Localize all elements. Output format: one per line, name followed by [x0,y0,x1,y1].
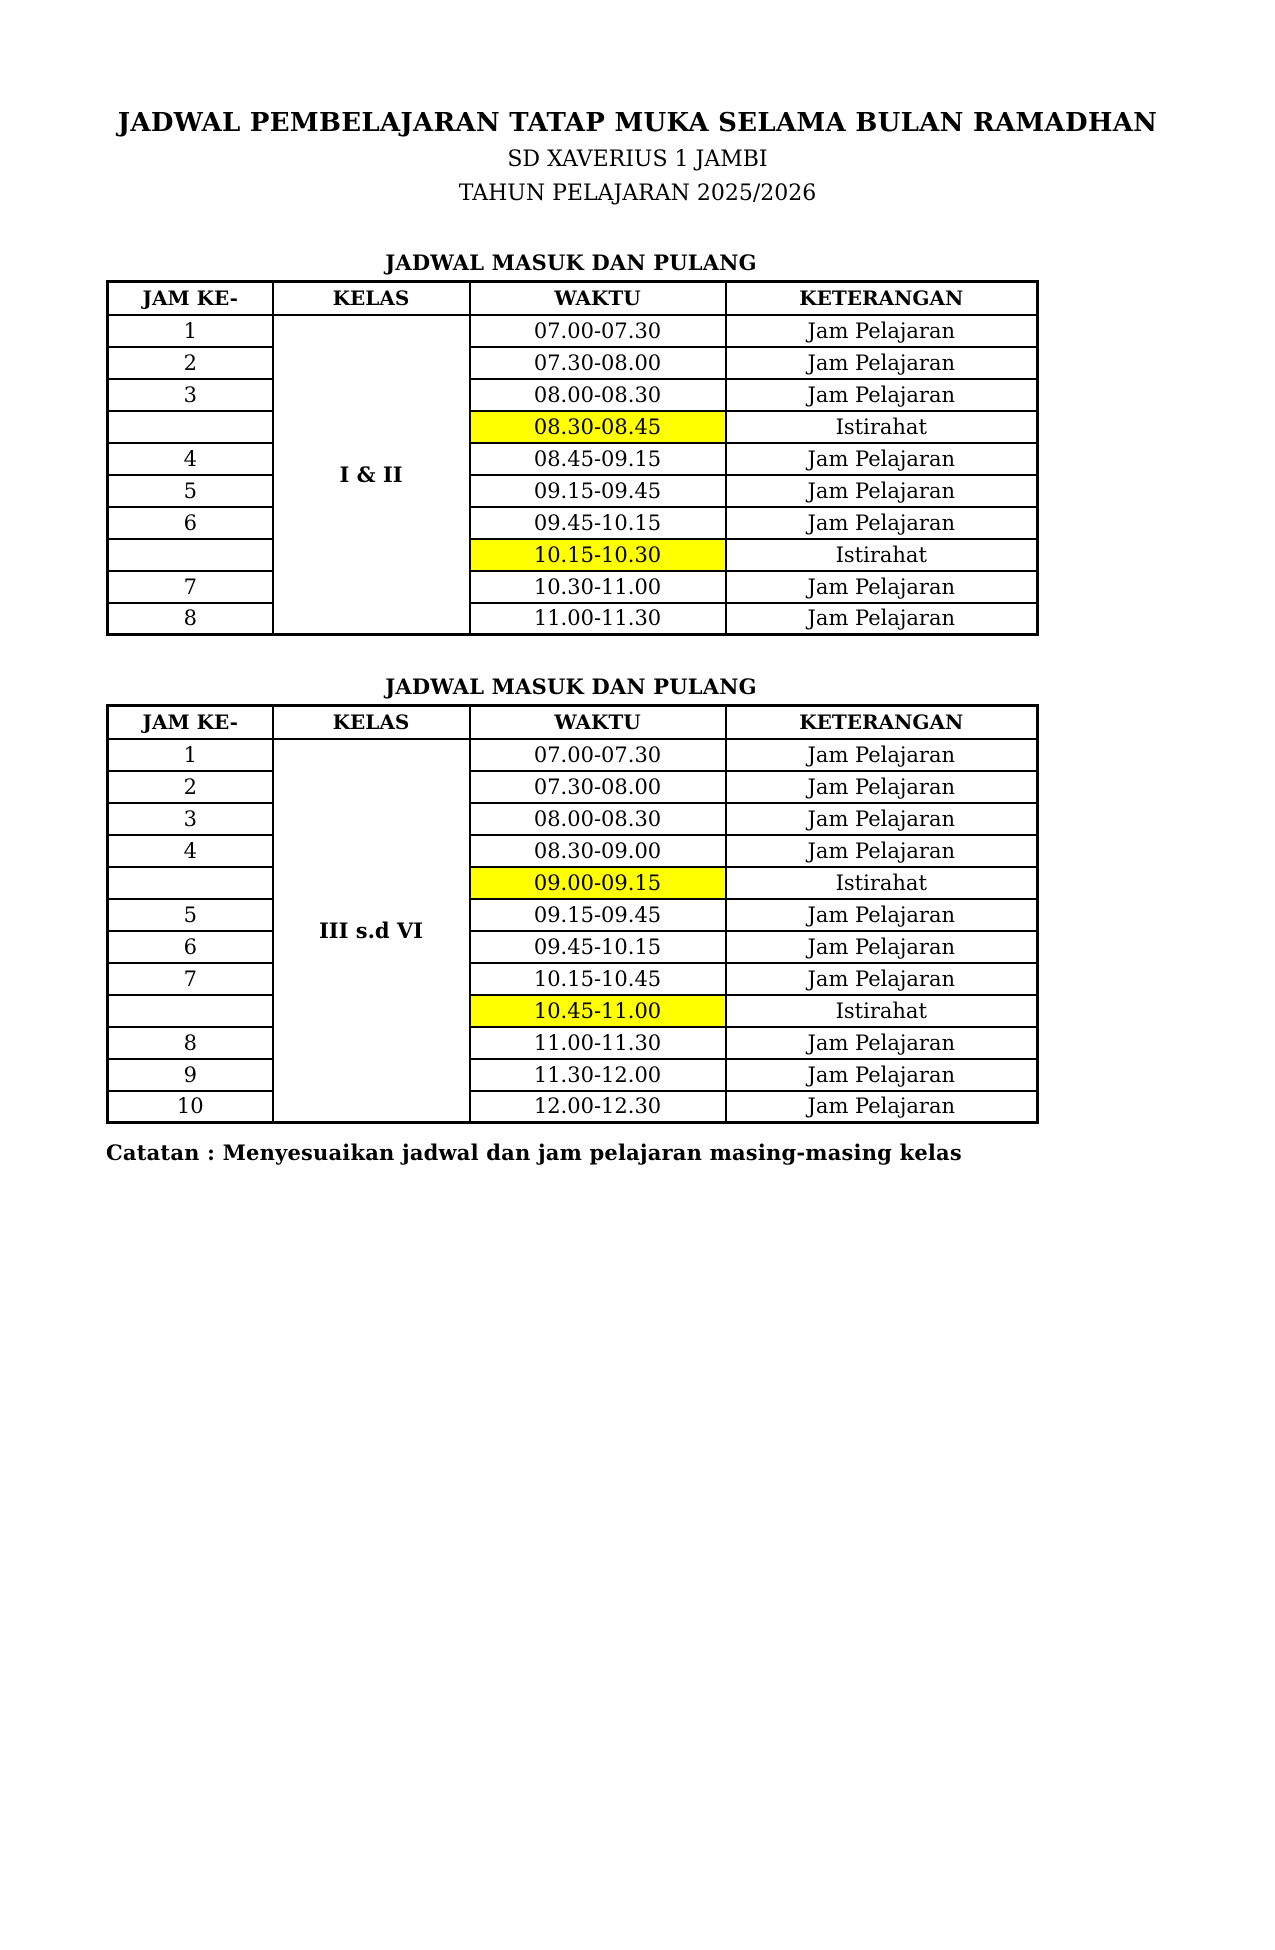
column-header-kelas: KELAS [273,282,470,315]
table-row [108,771,1038,803]
waktu-cell: 08.00-08.30 [470,379,726,411]
table-row [108,835,1038,867]
column-header-keterangan: KETERANGAN [726,282,1038,315]
waktu-cell: 09.45-10.15 [470,931,726,963]
keterangan-cell: Jam Pelajaran [726,315,1038,347]
jam-cell: 1 [108,739,273,771]
column-header-kelas: KELAS [273,706,470,739]
keterangan-cell: Istirahat [726,539,1038,571]
document-header [0,0,1275,206]
jam-cell [108,539,273,571]
keterangan-cell: Jam Pelajaran [726,507,1038,539]
header-row [108,282,1038,315]
table-row [108,411,1038,443]
waktu-cell: 08.00-08.30 [470,803,726,835]
table-row [108,539,1038,571]
jam-cell: 7 [108,571,273,603]
keterangan-cell: Jam Pelajaran [726,475,1038,507]
schedule-table-grade-1-2 [106,280,1039,636]
table-title: JADWAL MASUK DAN PULANG [385,674,757,699]
waktu-cell: 07.30-08.00 [470,771,726,803]
keterangan-cell: Istirahat [726,411,1038,443]
jam-cell: 8 [108,1027,273,1059]
column-header-keterangan: KETERANGAN [726,706,1038,739]
table-row [108,347,1038,379]
schedule-section-grade-1-2 [106,250,1036,636]
keterangan-cell: Istirahat [726,867,1038,899]
waktu-cell: 07.00-07.30 [470,739,726,771]
jam-cell [108,411,273,443]
jam-cell: 8 [108,603,273,635]
jam-cell: 10 [108,1091,273,1123]
table-row [108,867,1038,899]
keterangan-cell: Jam Pelajaran [726,1059,1038,1091]
header-row [108,706,1038,739]
table-row [108,931,1038,963]
waktu-cell: 08.30-08.45 [470,411,726,443]
jam-cell: 5 [108,475,273,507]
jam-cell: 4 [108,443,273,475]
waktu-cell: 12.00-12.30 [470,1091,726,1123]
keterangan-cell: Jam Pelajaran [726,443,1038,475]
schedule-table-grade-3-6 [106,704,1039,1124]
waktu-cell: 11.30-12.00 [470,1059,726,1091]
waktu-cell: 08.30-09.00 [470,835,726,867]
academic-year: TAHUN PELAJARAN 2025/2026 [458,181,817,206]
table-row [108,571,1038,603]
jam-cell [108,867,273,899]
table-row [108,379,1038,411]
table-row [108,1027,1038,1059]
column-header-waktu: WAKTU [470,706,726,739]
waktu-cell: 09.15-09.45 [470,899,726,931]
waktu-cell: 09.00-09.15 [470,867,726,899]
keterangan-cell: Jam Pelajaran [726,771,1038,803]
column-header-jam-ke: JAM KE- [108,706,273,739]
table-title: JADWAL MASUK DAN PULANG [385,250,757,275]
note-text: Catatan : Menyesuaikan jadwal dan jam pelajaran masing-masing kelas [106,1140,962,1165]
column-header-waktu: WAKTU [470,282,726,315]
jam-cell [108,995,273,1027]
table-row [108,739,1038,771]
table-row [108,803,1038,835]
keterangan-cell: Istirahat [726,995,1038,1027]
jam-cell: 5 [108,899,273,931]
table-row [108,603,1038,635]
kelas-cell: I & II [273,315,470,635]
waktu-cell: 08.45-09.15 [470,443,726,475]
jam-cell: 1 [108,315,273,347]
jam-cell: 2 [108,347,273,379]
document-body [106,250,1036,1165]
jam-cell: 4 [108,835,273,867]
waktu-cell: 10.30-11.00 [470,571,726,603]
waktu-cell: 11.00-11.30 [470,603,726,635]
jam-cell: 7 [108,963,273,995]
waktu-cell: 10.15-10.45 [470,963,726,995]
jam-cell: 3 [108,803,273,835]
page-title: JADWAL PEMBELAJARAN TATAP MUKA SELAMA BULAN RAMADHAN [117,108,1158,138]
waktu-cell: 07.30-08.00 [470,347,726,379]
jam-cell: 9 [108,1059,273,1091]
keterangan-cell: Jam Pelajaran [726,571,1038,603]
table-row [108,443,1038,475]
jam-cell: 6 [108,931,273,963]
schedule-section-grade-3-6 [106,674,1036,1124]
jam-cell: 6 [108,507,273,539]
column-header-jam-ke: JAM KE- [108,282,273,315]
keterangan-cell: Jam Pelajaran [726,739,1038,771]
jam-cell: 3 [108,379,273,411]
keterangan-cell: Jam Pelajaran [726,835,1038,867]
table-row [108,475,1038,507]
table-row [108,1059,1038,1091]
keterangan-cell: Jam Pelajaran [726,931,1038,963]
table-row [108,507,1038,539]
waktu-cell: 07.00-07.30 [470,315,726,347]
waktu-cell: 09.45-10.15 [470,507,726,539]
table-row [108,899,1038,931]
table-row [108,995,1038,1027]
keterangan-cell: Jam Pelajaran [726,1091,1038,1123]
table-row [108,315,1038,347]
waktu-cell: 10.15-10.30 [470,539,726,571]
waktu-cell: 10.45-11.00 [470,995,726,1027]
keterangan-cell: Jam Pelajaran [726,379,1038,411]
school-name: SD XAVERIUS 1 JAMBI [507,147,768,172]
keterangan-cell: Jam Pelajaran [726,963,1038,995]
keterangan-cell: Jam Pelajaran [726,347,1038,379]
keterangan-cell: Jam Pelajaran [726,1027,1038,1059]
waktu-cell: 11.00-11.30 [470,1027,726,1059]
keterangan-cell: Jam Pelajaran [726,899,1038,931]
kelas-cell: III s.d VI [273,739,470,1123]
keterangan-cell: Jam Pelajaran [726,803,1038,835]
waktu-cell: 09.15-09.45 [470,475,726,507]
keterangan-cell: Jam Pelajaran [726,603,1038,635]
table-row [108,963,1038,995]
jam-cell: 2 [108,771,273,803]
table-row [108,1091,1038,1123]
